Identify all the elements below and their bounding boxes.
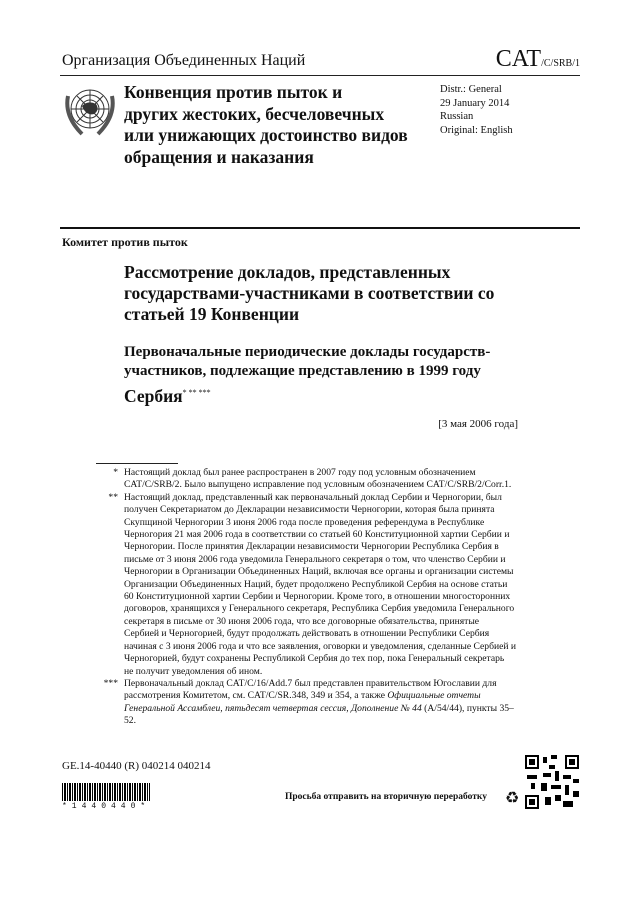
footnote-text: Настоящий доклад был ранее распространен в 2007 году под условным обозначением CAT/C/SRB/2. Было выпущено исправление под условным обозначением CAT/C/SRB/2/Corr.1. [124,467,512,491]
un-emblem-icon [62,82,118,140]
footnote [96,492,516,678]
footnote [96,678,516,728]
symbol-main: CAT [495,46,542,72]
barcode [62,783,150,801]
qr-code [525,755,579,809]
recycle-icon: ♻ [505,790,520,807]
footnote [96,467,516,492]
title-line: или унижающих достоинство видов [124,125,408,145]
footnote-text-end: (A/54/44), пункты 35–52. [124,702,514,727]
distribution-line: Distr.: General [440,84,502,95]
country-name: Сербия [124,386,183,406]
footnote-text-start: Первоначальный доклад CAT/C/16/Add.7 был представлен правительством Югославии для рассмотрения Комитетом, см. CAT/C/SR.348, 349 и 354, а также [124,677,497,702]
committee-name: Комитет против пыток [62,235,188,249]
footnote-rule [96,463,178,464]
language-line: Russian [440,111,474,122]
title-line: обращения и наказания [124,146,314,167]
footnote-mark: ** [108,491,118,503]
main-heading: Рассмотрение докладов, представленных государствами-участниками в соответствии со статьей 19 Конвенции [124,262,495,324]
footnotes [96,467,516,728]
date-line: 29 January 2014 [440,97,510,109]
title-line: других жестоких, бесчеловечных [124,103,385,124]
country-heading [124,386,211,407]
symbol-sub: /C/SRB/1 [541,58,580,69]
recycle-note: Просьба отправить на вторичную переработку [285,792,487,802]
original-language-line: Original: English [440,124,513,136]
title-line: Конвенция против пыток и [124,82,343,102]
footnote-citation: Официальные отчеты Генеральной Ассамблеи, пятьдесят четвертая сессия, Дополнение № 44 [124,690,481,714]
barcode-number: *1440440* [62,802,151,811]
convention-title [124,82,424,168]
header-rule [60,75,580,76]
footnote-mark: *** [103,677,118,689]
report-date: [3 мая 2006 года] [438,418,518,430]
footnote-mark: * [113,467,118,478]
organization-name: Организация Объединенных Наций [62,52,306,69]
job-number: GE.14-40440 (R) 040214 040214 [62,760,211,772]
footnote-text [124,678,516,728]
document-symbol [496,46,580,73]
sub-heading: Первоначальные периодические доклады государств-участников, подлежащие представлению в 1999 году [124,344,491,379]
footnote-text: Настоящий доклад, представленный как первоначальный доклад Сербии и Черногории, был получен Секретариатом до Декларации независимости Черногории, которая была принята Скупщиной Черногории 3 июня 2006 года после проведения референдума в Республике Черногория 21 мая 2006 года в соответствии со статьей 60 Конституционной хартии Сербии и Черногории. После принятия Декларации независимости Черногории Республика Сербия в письме от 3 июня 2006 года уведомила Генерального секретаря о том, что членство Сербии и Черногории в Организации Объединенных Наций, включая все органы и организации системы Организации Объединенных Наций, будет продолжено Республикой Сербия на основе статьи 60 Конституционной хартии Сербии и Черногории. Кроме того, в отношении многосторонних договоров, хранящихся у Генерального секретаря, Республика Сербия уведомила Генерального секретаря в письме от 30 июня 2006 года, что все договорные обязательства, принятые Сербией и Черногорией, будут продолжать действовать в отношении Республики Сербия начиная с 3 июня 2006 года и что все заявления, оговорки и уведомления, сделанные Сербией и Черногорией, будут сохранены Республикой Сербия до тех пор, пока Генеральный секретарь не получит уведомления об ином. [124,491,517,677]
footnote-marks: * ** *** [182,388,211,398]
title-rule [60,227,580,229]
distribution-info [440,83,513,137]
